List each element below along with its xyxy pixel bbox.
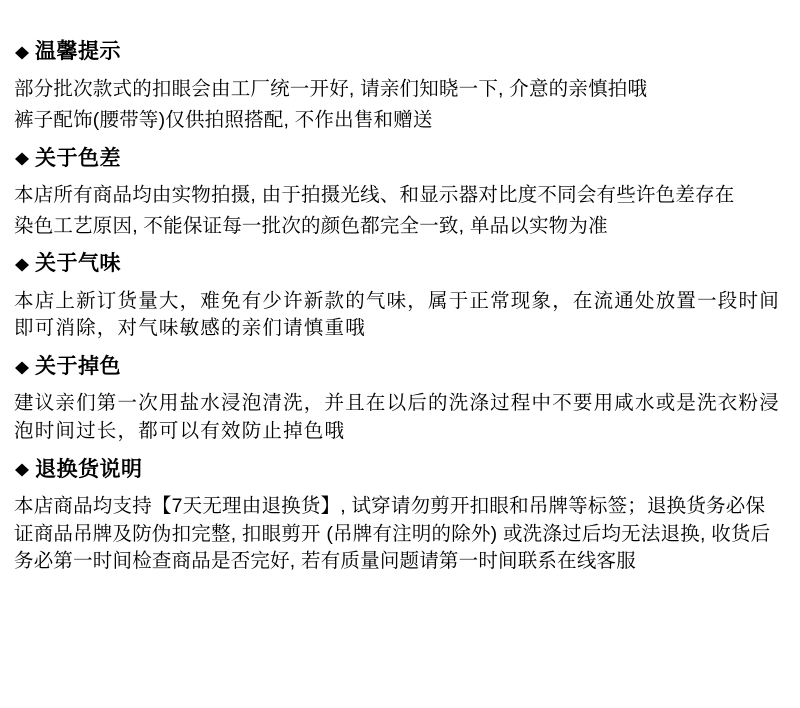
paragraph: 染色工艺原因, 不能保证每一批次的颜色都完全一致, 单品以实物为准 [14,214,608,237]
diamond-bullet-icon [14,257,30,273]
section-heading-label: 温馨提示 [35,40,121,63]
paragraph: 建议亲们第一次用盐水浸泡清洗，并且在以后的洗涤过程中不要用咸水或是洗衣粉浸泡时间过长，都可以有效防止掉色哦 [14,392,780,442]
diamond-bullet-icon [14,45,30,61]
section-color-difference [14,145,784,241]
section-warm-tips [14,38,784,135]
section-return-exchange [14,456,784,576]
diamond-bullet-icon [14,360,30,376]
section-heading-label: 关于色差 [35,146,121,170]
paragraph: 本店商品均支持【7天无理由退换货】, 试穿请勿剪开扣眼和吊牌等标签；退换货务必保证商品吊牌及防伪扣完整, 扣眼剪开 (吊牌有注明的除外) 或洗涤过后均无法退换, 收货后务必第一时间检查商品是否完好, 若有质量问题请第一时间联系在线客服 [14,494,771,573]
section-color-fading [14,353,784,446]
paragraph: 裤子配饰(腰带等)仅供拍照搭配, 不作出售和赠送 [14,108,433,131]
section-odor [14,250,784,343]
paragraph: 部分批次款式的扣眼会由工厂统一开好, 请亲们知晓一下, 介意的亲慎拍哦 [14,78,648,101]
section-heading [14,38,784,65]
section-heading-label: 退换货说明 [35,457,143,481]
paragraph: 本店上新订货量大，难免有少许新款的气味，属于正常现象，在流通处放置一段时间即可消除，对气味敏感的亲们请慎重哦 [14,289,780,340]
diamond-bullet-icon [14,462,30,478]
section-heading [14,145,784,172]
section-heading [14,353,784,380]
section-heading-label: 关于气味 [35,252,121,276]
paragraph: 本店所有商品均由实物拍摄, 由于拍摄光线、和显示器对比度不同会有些许色差存在 [14,183,735,206]
section-heading [14,250,784,277]
section-heading-label: 关于掉色 [35,355,121,379]
diamond-bullet-icon [14,151,30,167]
section-heading [14,456,784,483]
